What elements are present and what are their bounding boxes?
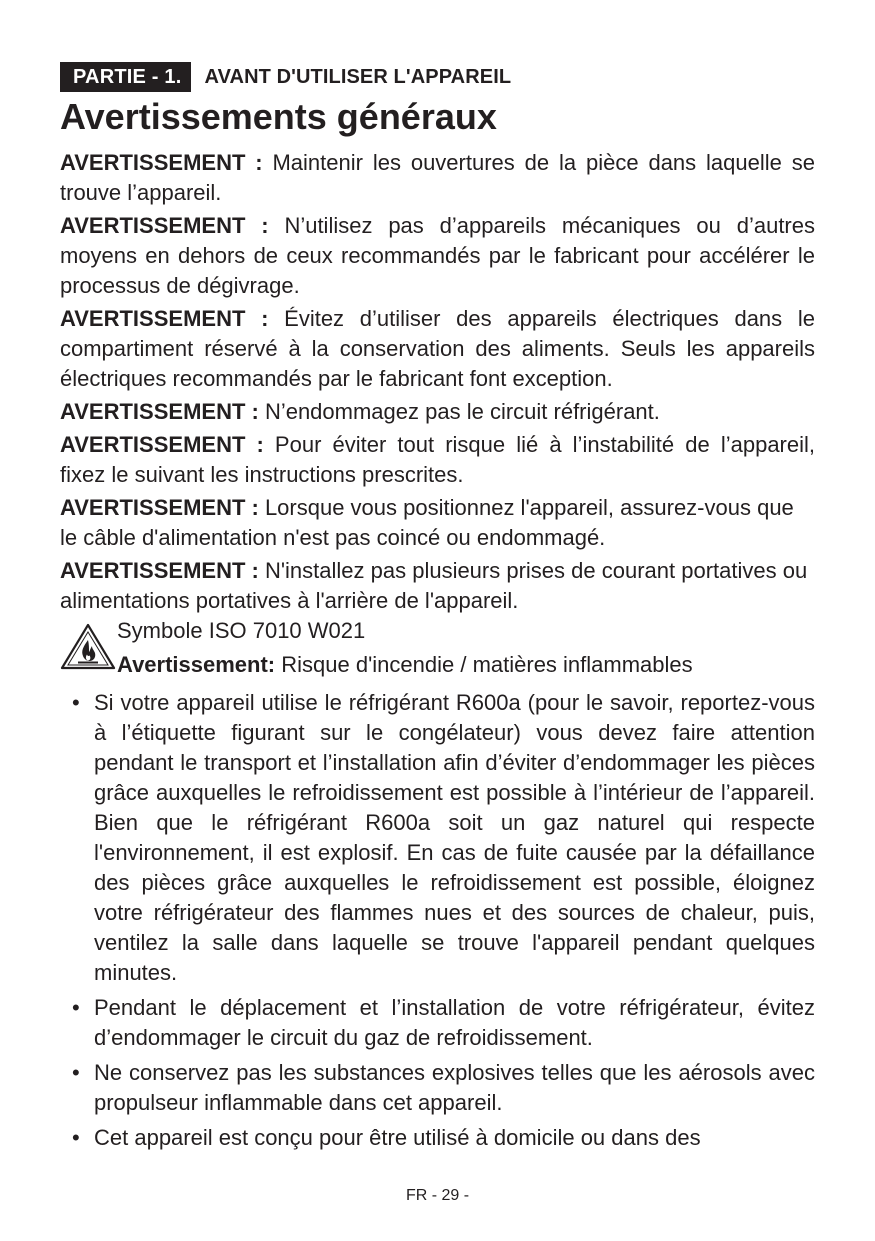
warning-text: N’utilisez pas d’appareils mécaniques ou d’autres moyens en dehors de ceux recommandés par le fabricant pour accélérer le processus de dégivrage.: [60, 213, 815, 298]
warning-paragraph: [60, 556, 815, 616]
warning-text: N’endommagez pas le circuit réfrigérant.: [258, 399, 660, 424]
iso-symbol-block: [60, 620, 815, 680]
part-header: [60, 62, 815, 92]
warning-label: AVERTISSEMENT :: [60, 213, 269, 238]
page-number: FR - 29 -: [405, 1187, 470, 1204]
iso-warning-label: Avertissement:: [117, 652, 276, 677]
warning-paragraph: [60, 430, 815, 490]
warning-text: N'installez pas plusieurs prises de courant portatives ou alimentations portatives à l'arrière de l'appareil.: [60, 558, 808, 613]
warning-label: AVERTISSEMENT :: [60, 399, 259, 424]
warning-label: AVERTISSEMENT :: [60, 150, 263, 175]
warning-paragraph: [60, 493, 815, 553]
warning-text: Lorsque vous positionnez l'appareil, assurez-vous que le câble d'alimentation n'est pas coincé ou endommagé.: [60, 495, 794, 550]
section-title: Avertissements généraux: [60, 96, 497, 137]
warning-paragraph: [60, 397, 815, 427]
warning-paragraph: [60, 211, 815, 301]
warning-label: AVERTISSEMENT :: [60, 432, 264, 457]
warning-paragraph: [60, 148, 815, 208]
part-badge: PARTIE - 1.: [60, 62, 191, 92]
manual-page: [60, 62, 815, 1158]
flammable-warning-icon: [60, 622, 116, 670]
warning-label: AVERTISSEMENT :: [60, 306, 269, 331]
warning-label: AVERTISSEMENT :: [60, 558, 259, 583]
iso-warning-text: Risque d'incendie / matières inflammables: [275, 652, 693, 677]
list-item: • Ne conservez pas les substances explosives telles que les aérosols avec propulseur inflammable dans cet appareil.: [60, 1058, 815, 1118]
list-item: • Pendant le déplacement et l’installation de votre réfrigérateur, évitez d’endommager le circuit du gaz de refroidissement.: [60, 993, 815, 1053]
warning-label: AVERTISSEMENT :: [60, 495, 259, 520]
warning-text: Pour éviter tout risque lié à l’instabilité de l’appareil, fixez le suivant les instructions prescrites.: [60, 432, 815, 487]
list-item: • Si votre appareil utilise le réfrigérant R600a (pour le savoir, reportez-vous à l’étiquette figurant sur le congélateur) vous devez faire attention pendant le transport et l’installation afin d’éviter d’endommager les pièces grâce auxquelles le refroidissement est possible à l’intérieur de l’appareil. Bien que le réfrigérant R600a soit un gaz naturel qui respecte l'environnement, il est explosif. En cas de fuite causée par la défaillance des pièces grâce auxquelles le refroidissement est possible, éloignez votre réfrigérateur des flammes nues et des sources de chaleur, puis, ventilez la salle dans laquelle se trouve l'appareil pendant quelques minutes.: [60, 688, 815, 988]
list-item: • Cet appareil est conçu pour être utilisé à domicile ou dans des: [60, 1123, 815, 1153]
warning-text: Maintenir les ouvertures de la pièce dans laquelle se trouve l’appareil.: [60, 150, 815, 205]
iso-symbol-warning: [117, 650, 693, 680]
part-title: AVANT D'UTILISER L'APPAREIL: [204, 66, 512, 88]
safety-bullet-list: [60, 688, 815, 1153]
iso-symbol-caption: Symbole ISO 7010 W021: [117, 618, 366, 643]
warning-text: Évitez d’utiliser des appareils électriques dans le compartiment réservé à la conservation des aliments. Seuls les appareils électriques recommandés par le fabricant font exception.: [60, 306, 816, 391]
warning-paragraph: [60, 304, 815, 394]
